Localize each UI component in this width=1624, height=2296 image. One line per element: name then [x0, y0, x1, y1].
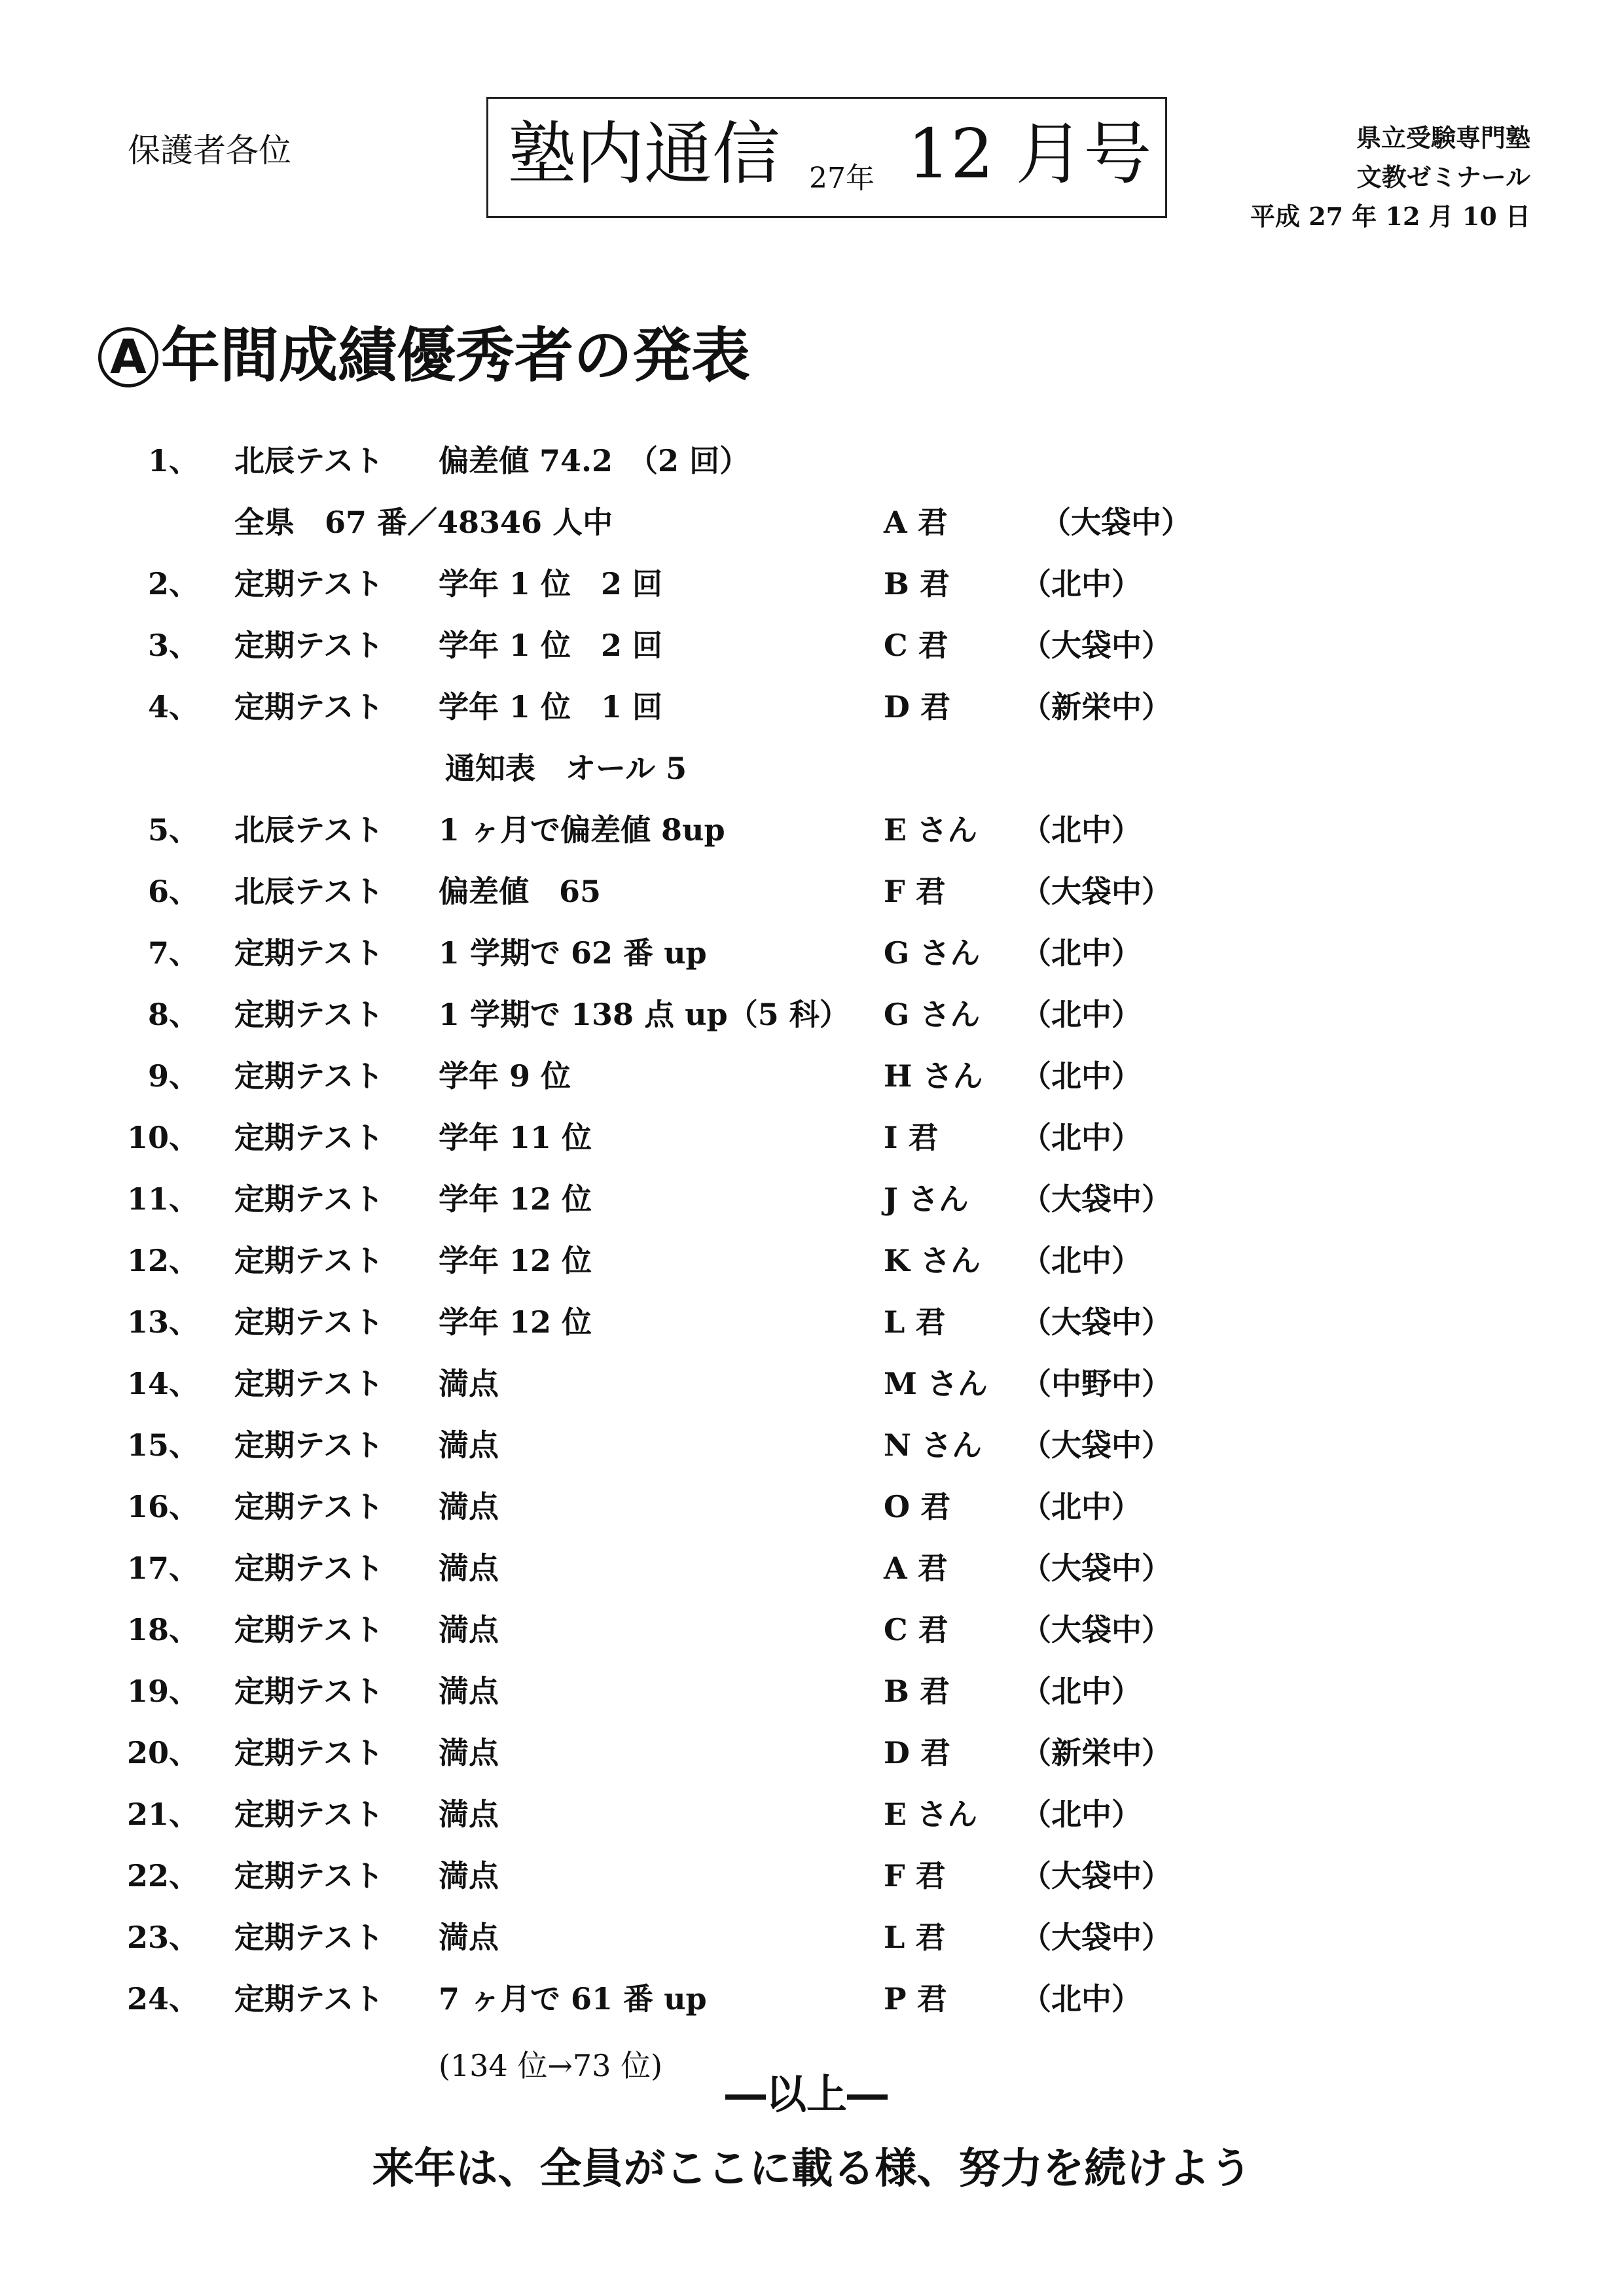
list-item: [0, 683, 1624, 745]
entry-detail: 満点: [439, 1797, 499, 1832]
newsletter-title: 塾内通信: [508, 114, 781, 194]
entry-category: 定期テスト: [234, 935, 384, 971]
list-item: [0, 1360, 1624, 1422]
entry-name: M さん: [884, 1366, 988, 1401]
list-item: [0, 1791, 1624, 1852]
entry-number: 10、: [126, 1120, 199, 1155]
entry-category: 定期テスト: [234, 1058, 384, 1094]
entry-category: 定期テスト: [234, 997, 384, 1032]
entry-category: 北辰テスト: [234, 443, 384, 478]
entry-name: G さん: [884, 935, 981, 971]
list-item: [0, 1668, 1624, 1729]
entry-name: L 君: [884, 1304, 946, 1340]
entry-category: 北辰テスト: [234, 812, 384, 848]
entry-name: F 君: [884, 874, 946, 909]
entry-number: 4、: [147, 689, 199, 725]
entry-category: 北辰テスト: [234, 874, 384, 909]
entry-school: （北中）: [1021, 1058, 1142, 1094]
entry-detail: 1 学期で 138 点 up（5 科）: [439, 997, 850, 1032]
entry-detail: 学年 1 位 2 回: [439, 628, 663, 663]
entry-category: 定期テスト: [234, 1427, 384, 1463]
list-item: [0, 1052, 1624, 1114]
entry-category: 定期テスト: [234, 1674, 384, 1709]
entry-school: （大袋中）: [1021, 1858, 1172, 1893]
section-heading: [98, 308, 750, 393]
list-item: [0, 1545, 1624, 1606]
entry-category: 定期テスト: [234, 1366, 384, 1401]
entry-name: E さん: [884, 812, 978, 848]
entry-category: 定期テスト: [234, 1243, 384, 1278]
entry-number: 12、: [126, 1243, 199, 1278]
entry-school: （北中）: [1021, 997, 1142, 1032]
entry-number: 17、: [126, 1551, 199, 1586]
list-item: [0, 560, 1624, 622]
entry-name: D 君: [884, 1735, 950, 1770]
entry-detail: 学年 12 位: [439, 1181, 592, 1217]
entry-category: 定期テスト: [234, 1735, 384, 1770]
entry-category: 定期テスト: [234, 628, 384, 663]
entry-school: （北中）: [1021, 1981, 1142, 2017]
list-item: [0, 1729, 1624, 1791]
entry-name: P 君: [884, 1981, 947, 2017]
entry-number: 23、: [126, 1920, 199, 1955]
entry-number: 3、: [147, 628, 199, 663]
entry-detail: 偏差値 74.2 （2 回）: [439, 443, 750, 478]
entry-school: （大袋中）: [1021, 1427, 1172, 1463]
entry-number: 9、: [147, 1058, 199, 1094]
entry-school: （北中）: [1021, 1797, 1142, 1832]
entry-school: （大袋中）: [1021, 1304, 1172, 1340]
entry-detail: 満点: [439, 1366, 499, 1401]
entry-detail: 学年 1 位 2 回: [439, 566, 663, 601]
entry-number: 16、: [126, 1489, 199, 1524]
entry-name: B 君: [884, 566, 950, 601]
entry-school: （大袋中）: [1021, 1612, 1172, 1647]
entry-category: 定期テスト: [234, 1181, 384, 1217]
entry-school: （新栄中）: [1021, 1735, 1172, 1770]
entry-school: （北中）: [1021, 1674, 1142, 1709]
list-item: [0, 1299, 1624, 1360]
entry-name: H さん: [884, 1058, 983, 1094]
section-marker: A: [98, 327, 158, 387]
entry-number: 15、: [126, 1427, 199, 1463]
entry-detail: 偏差値 65: [439, 874, 602, 909]
entry-school: （大袋中）: [1021, 628, 1172, 663]
entry-detail: 1 学期で 62 番 up: [439, 935, 707, 971]
entry-number: 5、: [147, 812, 199, 848]
entry-number: 24、: [126, 1981, 199, 2017]
entry-number: 13、: [126, 1304, 199, 1340]
list-item: [0, 1975, 1624, 2037]
entry-detail: 満点: [439, 1489, 499, 1524]
entry-name: I 君: [884, 1120, 939, 1155]
entry-name: G さん: [884, 997, 981, 1032]
entry-school: （北中）: [1021, 1243, 1142, 1278]
entry-number: 8、: [147, 997, 199, 1032]
entry-school: （北中）: [1021, 566, 1142, 601]
entry-1-school: （大袋中）: [1041, 505, 1191, 540]
entry-detail: 学年 12 位: [439, 1304, 592, 1340]
entry-detail: 満点: [439, 1427, 499, 1463]
entry-category: 定期テスト: [234, 1120, 384, 1155]
entry-detail: 学年 9 位: [439, 1058, 571, 1094]
entry-category: 定期テスト: [234, 1551, 384, 1586]
entry-category: 定期テスト: [234, 1858, 384, 1893]
section-heading-text: 年間成績優秀者の発表: [161, 321, 750, 390]
entry-school: （大袋中）: [1021, 1181, 1172, 1217]
entry-name: O 君: [884, 1489, 951, 1524]
entry-detail: 満点: [439, 1674, 499, 1709]
entry-number: 19、: [126, 1674, 199, 1709]
entry-detail: 学年 12 位: [439, 1243, 592, 1278]
entry-category: 定期テスト: [234, 689, 384, 725]
entry-24-continuation: (134 位→73 位): [439, 2048, 663, 2083]
entry-number: 14、: [126, 1366, 199, 1401]
list-item: [0, 868, 1624, 929]
list-item: [0, 1422, 1624, 1483]
list-item: [0, 806, 1624, 868]
entry-detail: 学年 11 位: [439, 1120, 592, 1155]
entry-category: 定期テスト: [234, 1797, 384, 1832]
entry-1-continuation: 全県 67 番／48346 人中: [234, 505, 613, 540]
list-item: [0, 1914, 1624, 1975]
closing-message: 来年は、全員がここに載る様、努力を続けよう: [372, 2145, 1252, 2193]
entry-school: （北中）: [1021, 935, 1142, 971]
entry-number: 7、: [147, 935, 199, 971]
list-item: [0, 437, 1624, 499]
entry-detail: 学年 1 位 1 回: [439, 689, 663, 725]
newsletter-year: 27年: [809, 162, 875, 195]
entry-detail: 満点: [439, 1920, 499, 1955]
org-type: 県立受験専門塾: [1356, 123, 1530, 152]
list-item: [0, 1237, 1624, 1299]
entry-detail: 1 ヶ月で偏差値 8up: [439, 812, 725, 848]
entry-name: J さん: [884, 1181, 969, 1217]
closing-mark: ―以上―: [725, 2070, 888, 2118]
list-item: [0, 1852, 1624, 1914]
newsletter-month: 12 月号: [907, 114, 1152, 194]
entry-school: （大袋中）: [1021, 874, 1172, 909]
entry-detail: 満点: [439, 1551, 499, 1586]
entry-detail: 満点: [439, 1858, 499, 1893]
org-name: 文教ゼミナール: [1356, 162, 1530, 192]
entry-name: B 君: [884, 1674, 950, 1709]
entry-name: C 君: [884, 1612, 948, 1647]
entry-number: 1、: [147, 443, 199, 478]
entry-name: C 君: [884, 628, 948, 663]
entry-4-continuation: 通知表 オール 5: [445, 751, 687, 786]
entry-name: F 君: [884, 1858, 946, 1893]
title-box: [486, 97, 1167, 218]
entry-number: 18、: [126, 1612, 199, 1647]
entry-category: 定期テスト: [234, 1612, 384, 1647]
entry-category: 定期テスト: [234, 1304, 384, 1340]
addressee: 保護者各位: [128, 132, 291, 170]
list-item: [0, 1606, 1624, 1668]
entry-number: 20、: [126, 1735, 199, 1770]
entry-name: L 君: [884, 1920, 946, 1955]
entry-number: 22、: [126, 1858, 199, 1893]
entry-detail: 満点: [439, 1612, 499, 1647]
list-item: [0, 622, 1624, 683]
entry-school: （中野中）: [1021, 1366, 1172, 1401]
entry-category: 定期テスト: [234, 566, 384, 601]
entry-name: A 君: [884, 1551, 948, 1586]
list-item: [0, 991, 1624, 1052]
entry-school: （北中）: [1021, 812, 1142, 848]
list-item: [0, 1114, 1624, 1175]
entry-number: 11、: [126, 1181, 199, 1217]
entry-category: 定期テスト: [234, 1920, 384, 1955]
entry-name: K さん: [884, 1243, 981, 1278]
entry-school: （大袋中）: [1021, 1920, 1172, 1955]
list-item: [0, 929, 1624, 991]
entry-school: （新栄中）: [1021, 689, 1172, 725]
entry-number: 21、: [126, 1797, 199, 1832]
entry-number: 6、: [147, 874, 199, 909]
entry-detail: 満点: [439, 1735, 499, 1770]
entry-detail: 7 ヶ月で 61 番 up: [439, 1981, 707, 2017]
entry-category: 定期テスト: [234, 1981, 384, 2017]
entry-school: （北中）: [1021, 1489, 1142, 1524]
entry-name: N さん: [884, 1427, 983, 1463]
list-item: [0, 1483, 1624, 1545]
issue-date: 平成 27 年 12 月 10 日: [1250, 202, 1530, 231]
entry-school: （大袋中）: [1021, 1551, 1172, 1586]
entry-category: 定期テスト: [234, 1489, 384, 1524]
entry-1-name: A 君: [884, 505, 948, 540]
entry-school: （北中）: [1021, 1120, 1142, 1155]
list-item: [0, 1175, 1624, 1237]
entry-number: 2、: [147, 566, 199, 601]
entry-name: E さん: [884, 1797, 978, 1832]
entry-name: D 君: [884, 689, 950, 725]
